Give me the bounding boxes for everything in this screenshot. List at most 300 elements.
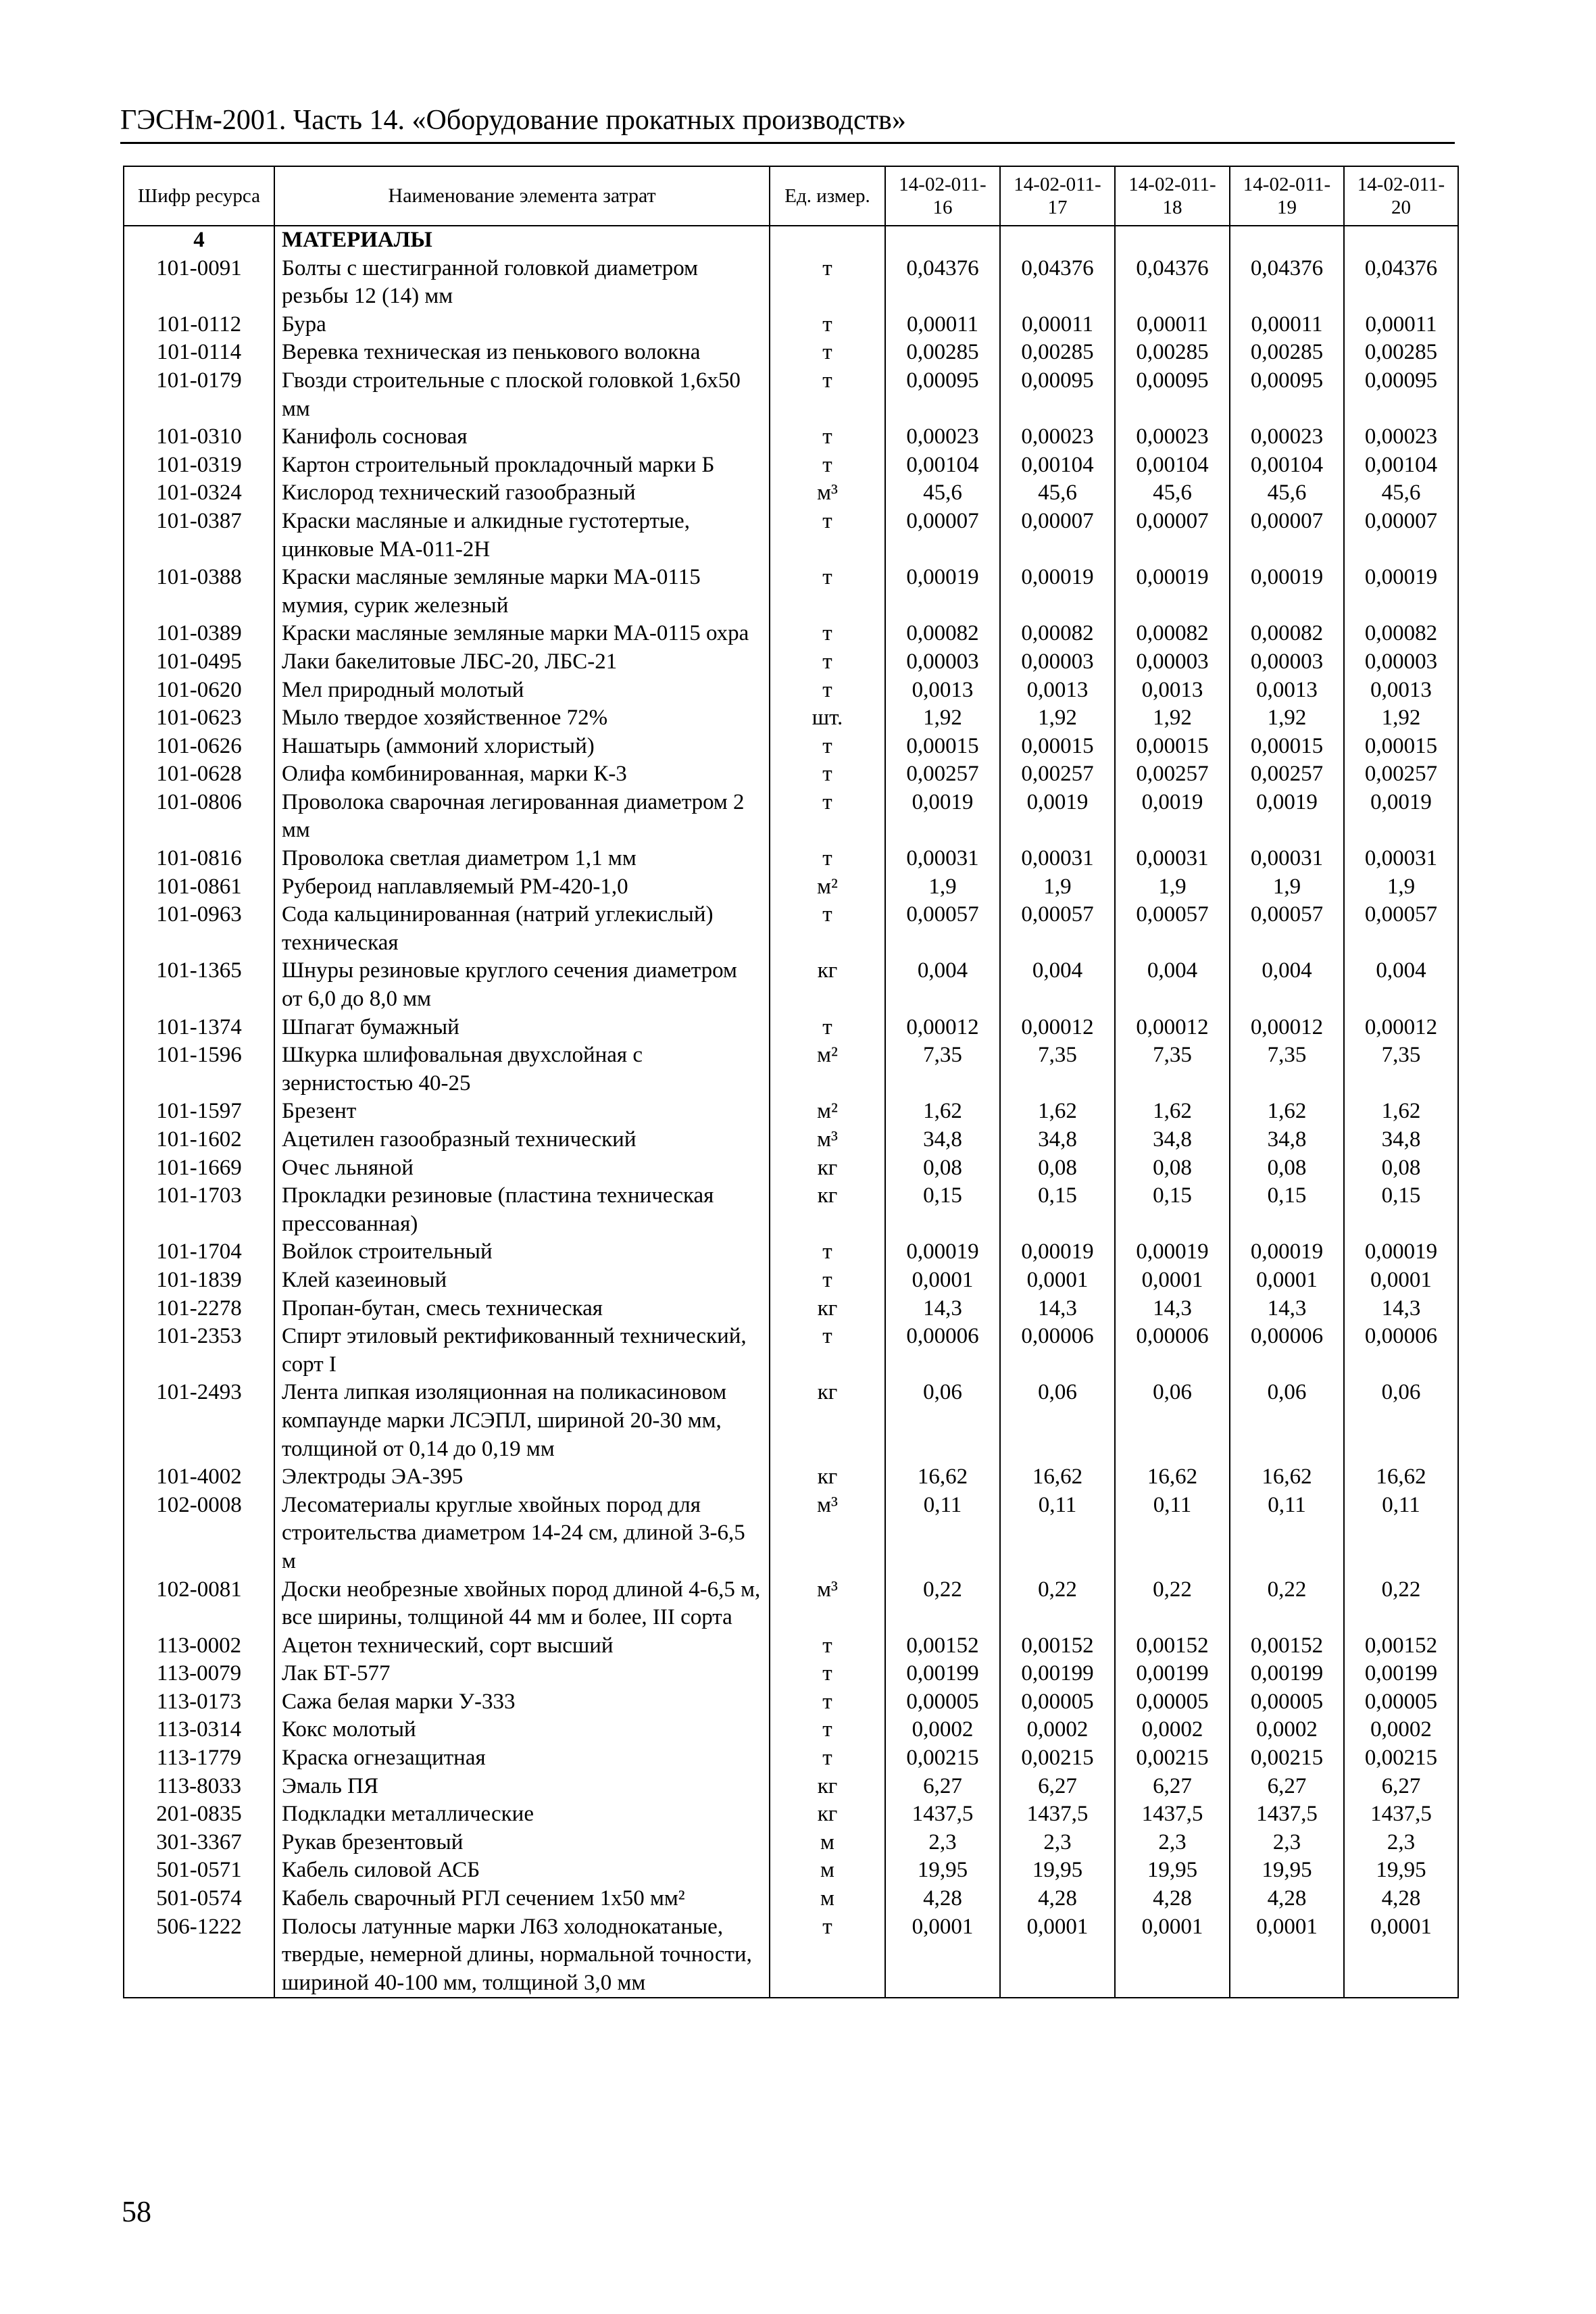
quantity-cell: 0,00152 [885, 1632, 1000, 1660]
table-row [124, 901, 1458, 957]
resource-name-cell: Мел природный молотый [274, 676, 770, 705]
quantity-cell: 0,0019 [1344, 789, 1458, 845]
resource-code-cell: 101-2353 [124, 1323, 274, 1379]
unit-cell: т [770, 1913, 885, 1998]
unit-cell: т [770, 1323, 885, 1379]
quantity-cell: 0,00285 [1115, 339, 1230, 367]
quantity-cell: 0,00019 [1230, 1238, 1344, 1266]
quantity-cell: 34,8 [1344, 1126, 1458, 1154]
table-row [124, 311, 1458, 339]
quantity-cell: 0,00082 [1230, 620, 1344, 648]
quantity-cell: 0,06 [885, 1379, 1000, 1463]
quantity-cell: 0,00031 [1344, 845, 1458, 873]
resource-name-cell: Олифа комбинированная, марки К-3 [274, 760, 770, 789]
quantity-cell: 0,11 [885, 1492, 1000, 1576]
resource-name-cell: Проволока сварочная легированная диаметром 2 мм [274, 789, 770, 845]
quantity-cell: 0,00011 [1000, 311, 1115, 339]
table-row [124, 1266, 1458, 1295]
resource-name-cell: Эмаль ПЯ [274, 1773, 770, 1801]
quantity-cell: 0,00015 [885, 733, 1000, 761]
table-row [124, 648, 1458, 676]
quantity-cell: 0,0002 [1230, 1716, 1344, 1744]
resource-code-cell: 101-0319 [124, 451, 274, 480]
quantity-cell: 0,00057 [1344, 901, 1458, 957]
col-header-name: Наименование элемента затрат [274, 166, 770, 226]
quantity-cell: 0,00199 [1115, 1660, 1230, 1688]
quantity-cell: 34,8 [1230, 1126, 1344, 1154]
unit-cell: м³ [770, 1492, 885, 1576]
quantity-cell: 0,0002 [1344, 1716, 1458, 1744]
resource-name-cell: Шпагат бумажный [274, 1014, 770, 1042]
resource-code-cell: 501-0574 [124, 1885, 274, 1913]
table-row [124, 367, 1458, 423]
quantity-cell: 0,15 [885, 1182, 1000, 1238]
quantity-cell: 1,92 [885, 704, 1000, 733]
table-row [124, 733, 1458, 761]
table-row [124, 1154, 1458, 1183]
unit-cell: м³ [770, 1576, 885, 1632]
unit-cell: т [770, 676, 885, 705]
quantity-cell: 0,0001 [885, 1266, 1000, 1295]
resource-code-cell: 101-0389 [124, 620, 274, 648]
quantity-cell: 0,00007 [1230, 508, 1344, 564]
resource-name-cell: Картон строительный прокладочный марки Б [274, 451, 770, 480]
quantity-cell: 0,00257 [1230, 760, 1344, 789]
resource-name-cell: Доски необрезные хвойных пород длиной 4-6,5 м, все ширины, толщиной 44 мм и более, III сорта [274, 1576, 770, 1632]
quantity-cell: 6,27 [1115, 1773, 1230, 1801]
quantity-cell: 14,3 [1000, 1295, 1115, 1323]
unit-cell: т [770, 1744, 885, 1773]
quantity-cell: 0,0013 [885, 676, 1000, 705]
quantity-cell: 1,9 [885, 873, 1000, 902]
table-row [124, 1773, 1458, 1801]
resource-code-cell: 101-0495 [124, 648, 274, 676]
quantity-cell: 2,3 [1230, 1829, 1344, 1857]
table-row [124, 789, 1458, 845]
quantity-cell: 0,11 [1115, 1492, 1230, 1576]
quantity-cell: 4,28 [885, 1885, 1000, 1913]
quantity-cell: 0,00031 [885, 845, 1000, 873]
quantity-cell: 0,0019 [1115, 789, 1230, 845]
quantity-cell: 1437,5 [885, 1800, 1000, 1829]
quantity-cell: 4,28 [1230, 1885, 1344, 1913]
quantity-cell: 0,11 [1230, 1492, 1344, 1576]
table-row [124, 1182, 1458, 1238]
quantity-cell: 1,92 [1230, 704, 1344, 733]
resource-name-cell: Войлок строительный [274, 1238, 770, 1266]
unit-cell: кг [770, 1463, 885, 1492]
resource-name-cell: Рукав брезентовый [274, 1829, 770, 1857]
quantity-cell: 0,00012 [1115, 1014, 1230, 1042]
quantity-cell: 0,00011 [1115, 311, 1230, 339]
quantity-cell: 1,62 [1230, 1098, 1344, 1126]
table-row [124, 1323, 1458, 1379]
unit-cell: кг [770, 1182, 885, 1238]
quantity-cell: 0,00082 [1000, 620, 1115, 648]
unit-cell: т [770, 1238, 885, 1266]
quantity-cell: 0,00012 [1344, 1014, 1458, 1042]
quantity-cell: 0,004 [1230, 957, 1344, 1013]
unit-cell: м [770, 1829, 885, 1857]
table-row [124, 1660, 1458, 1688]
resource-name-cell: Лак БТ-577 [274, 1660, 770, 1688]
resource-code-cell: 101-0091 [124, 255, 274, 311]
quantity-cell: 0,00023 [1115, 423, 1230, 451]
quantity-cell: 0,0013 [1344, 676, 1458, 705]
quantity-cell: 0,004 [1115, 957, 1230, 1013]
quantity-cell: 0,06 [1344, 1379, 1458, 1463]
quantity-cell: 2,3 [1000, 1829, 1115, 1857]
table-row [124, 1576, 1458, 1632]
quantity-cell: 1,62 [1115, 1098, 1230, 1126]
quantity-cell: 1,92 [1344, 704, 1458, 733]
resource-name-cell: Очес льняной [274, 1154, 770, 1183]
quantity-cell: 4,28 [1115, 1885, 1230, 1913]
quantity-cell: 14,3 [1230, 1295, 1344, 1323]
unit-cell: т [770, 564, 885, 620]
quantity-cell: 0,0013 [1000, 676, 1115, 705]
quantity-cell: 0,0013 [1115, 676, 1230, 705]
quantity-cell: 0,11 [1000, 1492, 1115, 1576]
quantity-cell: 0,00012 [885, 1014, 1000, 1042]
quantity-cell: 0,00257 [1115, 760, 1230, 789]
resource-code-cell: 101-1703 [124, 1182, 274, 1238]
table-row [124, 760, 1458, 789]
quantity-cell: 6,27 [885, 1773, 1000, 1801]
quantity-cell: 0,00215 [1000, 1744, 1115, 1773]
resource-code-cell: 113-0002 [124, 1632, 274, 1660]
table-row [124, 1744, 1458, 1773]
resource-code-cell: 301-3367 [124, 1829, 274, 1857]
quantity-cell: 0,004 [1000, 957, 1115, 1013]
table-row [124, 1463, 1458, 1492]
quantity-cell: 1,9 [1344, 873, 1458, 902]
page-number: 58 [122, 2195, 151, 2228]
quantity-cell: 0,00031 [1000, 845, 1115, 873]
resource-code-cell: 101-0816 [124, 845, 274, 873]
unit-cell: кг [770, 1295, 885, 1323]
resource-name-cell: Сажа белая марки У-333 [274, 1688, 770, 1717]
table-row [124, 1295, 1458, 1323]
quantity-cell: 0,08 [1000, 1154, 1115, 1183]
unit-cell: кг [770, 1154, 885, 1183]
quantity-cell: 0,0001 [1115, 1913, 1230, 1998]
quantity-cell: 6,27 [1000, 1773, 1115, 1801]
table-row [124, 1885, 1458, 1913]
quantity-cell: 14,3 [1115, 1295, 1230, 1323]
resource-name-cell: Спирт этиловый ректификованный технический, сорт I [274, 1323, 770, 1379]
quantity-cell: 34,8 [1000, 1126, 1115, 1154]
quantity-cell: 45,6 [1344, 479, 1458, 508]
quantity-cell: 0,00019 [1115, 564, 1230, 620]
quantity-cell: 0,0019 [1230, 789, 1344, 845]
resource-code-cell: 102-0081 [124, 1576, 274, 1632]
quantity-cell: 0,00057 [1115, 901, 1230, 957]
resource-name-cell: Брезент [274, 1098, 770, 1126]
table-row [124, 1913, 1458, 1998]
unit-cell: кг [770, 957, 885, 1013]
unit-cell: т [770, 423, 885, 451]
quantity-cell: 0,00019 [885, 1238, 1000, 1266]
unit-cell: м³ [770, 1126, 885, 1154]
quantity-cell: 0,00215 [1344, 1744, 1458, 1773]
quantity-cell: 0,00082 [885, 620, 1000, 648]
quantity-cell: 0,00095 [1000, 367, 1115, 423]
table-row [124, 1492, 1458, 1576]
resource-name-cell: Проволока светлая диаметром 1,1 мм [274, 845, 770, 873]
quantity-cell: 0,00285 [1000, 339, 1115, 367]
unit-cell: т [770, 339, 885, 367]
unit-cell: т [770, 733, 885, 761]
quantity-cell: 0,00005 [1344, 1688, 1458, 1717]
col-header-code: Шифр ресурса [124, 166, 274, 226]
quantity-cell: 45,6 [1115, 479, 1230, 508]
quantity-cell: 0,00095 [885, 367, 1000, 423]
resource-code-cell: 113-0173 [124, 1688, 274, 1717]
quantity-cell: 0,08 [1115, 1154, 1230, 1183]
quantity-cell: 0,00285 [1230, 339, 1344, 367]
quantity-cell: 0,22 [885, 1576, 1000, 1632]
quantity-cell: 0,0002 [1115, 1716, 1230, 1744]
quantity-cell: 0,00285 [885, 339, 1000, 367]
quantity-cell: 7,35 [1000, 1041, 1115, 1098]
resource-name-cell: Кислород технический газообразный [274, 479, 770, 508]
table-row [124, 479, 1458, 508]
resource-code-cell: 101-1839 [124, 1266, 274, 1295]
table-row [124, 508, 1458, 564]
resource-name-cell: Бура [274, 311, 770, 339]
quantity-cell: 0,00057 [1230, 901, 1344, 957]
quantity-cell: 0,22 [1000, 1576, 1115, 1632]
quantity-cell: 0,00011 [885, 311, 1000, 339]
unit-cell: т [770, 648, 885, 676]
resource-code-cell: 101-1669 [124, 1154, 274, 1183]
resource-name-cell: Веревка техническая из пенькового волокна [274, 339, 770, 367]
unit-cell: т [770, 1632, 885, 1660]
quantity-cell: 1,62 [1000, 1098, 1115, 1126]
table-row [124, 564, 1458, 620]
quantity-cell: 19,95 [1000, 1856, 1115, 1885]
quantity-cell: 0,22 [1230, 1576, 1344, 1632]
quantity-cell: 0,00215 [1230, 1744, 1344, 1773]
quantity-cell: 0,00082 [1344, 620, 1458, 648]
quantity-cell: 1,92 [1000, 704, 1115, 733]
quantity-cell: 0,00023 [1000, 423, 1115, 451]
unit-cell: т [770, 789, 885, 845]
page-header-title: ГЭСНм-2001. Часть 14. «Оборудование прокатных производств» [120, 105, 906, 136]
quantity-cell [885, 226, 1000, 255]
quantity-cell: 7,35 [1115, 1041, 1230, 1098]
quantity-cell: 0,00031 [1115, 845, 1230, 873]
unit-cell: т [770, 1014, 885, 1042]
table-row [124, 1098, 1458, 1126]
quantity-cell: 0,0019 [885, 789, 1000, 845]
resource-code-cell: 506-1222 [124, 1913, 274, 1998]
resource-code-cell: 201-0835 [124, 1800, 274, 1829]
quantity-cell: 1437,5 [1230, 1800, 1344, 1829]
quantity-cell: 34,8 [885, 1126, 1000, 1154]
resource-name-cell: Ацетон технический, сорт высший [274, 1632, 770, 1660]
quantity-cell: 34,8 [1115, 1126, 1230, 1154]
resource-name-cell: Шнуры резиновые круглого сечения диаметром от 6,0 до 8,0 мм [274, 957, 770, 1013]
unit-cell: кг [770, 1800, 885, 1829]
quantity-cell: 0,04376 [1115, 255, 1230, 311]
resource-code-cell: 4 [124, 226, 274, 255]
table-row [124, 339, 1458, 367]
unit-cell: м² [770, 1041, 885, 1098]
quantity-cell: 0,08 [885, 1154, 1000, 1183]
quantity-cell: 0,00104 [1115, 451, 1230, 480]
quantity-cell: 0,00104 [1000, 451, 1115, 480]
quantity-cell: 0,0001 [1344, 1266, 1458, 1295]
table-row [124, 1014, 1458, 1042]
quantity-cell: 0,0001 [1230, 1266, 1344, 1295]
resource-name-cell: Мыло твердое хозяйственное 72% [274, 704, 770, 733]
resource-code-cell: 102-0008 [124, 1492, 274, 1576]
quantity-cell [1000, 226, 1115, 255]
resource-name-cell: Полосы латунные марки Л63 холоднокатаные, твердые, немерной длины, нормальной точности, шириной 40-100 мм, толщиной 3,0 мм [274, 1913, 770, 1998]
quantity-cell: 0,15 [1344, 1182, 1458, 1238]
table-row [124, 1856, 1458, 1885]
col-header-011-17: 14-02-011-17 [1000, 166, 1115, 226]
resource-name-cell: Краски масляные земляные марки МА-0115 охра [274, 620, 770, 648]
quantity-cell: 45,6 [885, 479, 1000, 508]
quantity-cell: 0,06 [1115, 1379, 1230, 1463]
quantity-cell: 0,00104 [1344, 451, 1458, 480]
table-row [124, 1829, 1458, 1857]
quantity-cell: 0,00095 [1115, 367, 1230, 423]
quantity-cell: 0,04376 [1000, 255, 1115, 311]
unit-cell: кг [770, 1379, 885, 1463]
quantity-cell: 0,00003 [1115, 648, 1230, 676]
quantity-cell: 0,00152 [1344, 1632, 1458, 1660]
quantity-cell: 0,00152 [1115, 1632, 1230, 1660]
quantity-cell: 2,3 [1115, 1829, 1230, 1857]
resource-name-cell: Прокладки резиновые (пластина техническая прессованная) [274, 1182, 770, 1238]
quantity-cell: 45,6 [1230, 479, 1344, 508]
quantity-cell: 1,62 [1344, 1098, 1458, 1126]
section-row [124, 226, 1458, 255]
quantity-cell: 2,3 [885, 1829, 1000, 1857]
quantity-cell [1230, 226, 1344, 255]
quantity-cell: 0,00012 [1230, 1014, 1344, 1042]
quantity-cell: 0,06 [1230, 1379, 1344, 1463]
resource-code-cell: 101-0324 [124, 479, 274, 508]
quantity-cell: 1,62 [885, 1098, 1000, 1126]
table-body [124, 226, 1458, 1998]
quantity-cell: 0,00057 [1000, 901, 1115, 957]
quantity-cell: 0,00019 [885, 564, 1000, 620]
resource-name-cell: Подкладки металлические [274, 1800, 770, 1829]
quantity-cell: 1437,5 [1000, 1800, 1115, 1829]
resource-code-cell: 501-0571 [124, 1856, 274, 1885]
col-header-011-18: 14-02-011-18 [1115, 166, 1230, 226]
col-header-011-19: 14-02-011-19 [1230, 166, 1344, 226]
quantity-cell: 0,0013 [1230, 676, 1344, 705]
quantity-cell: 0,00082 [1115, 620, 1230, 648]
resource-code-cell: 101-0806 [124, 789, 274, 845]
unit-cell: т [770, 255, 885, 311]
quantity-cell: 0,15 [1115, 1182, 1230, 1238]
table-row [124, 255, 1458, 311]
resource-code-cell: 113-0314 [124, 1716, 274, 1744]
resource-code-cell: 113-8033 [124, 1773, 274, 1801]
quantity-cell: 0,00023 [1230, 423, 1344, 451]
resource-code-cell: 101-4002 [124, 1463, 274, 1492]
resource-code-cell: 101-0861 [124, 873, 274, 902]
quantity-cell: 0,00006 [1344, 1323, 1458, 1379]
quantity-cell: 0,00152 [1000, 1632, 1115, 1660]
unit-cell: т [770, 367, 885, 423]
resource-name-cell: Сода кальцинированная (натрий углекислый) техническая [274, 901, 770, 957]
quantity-cell: 0,0001 [1344, 1913, 1458, 1998]
quantity-cell: 0,00257 [885, 760, 1000, 789]
quantity-cell: 0,00003 [1344, 648, 1458, 676]
resource-name-cell: Клей казеиновый [274, 1266, 770, 1295]
quantity-cell: 0,00257 [1344, 760, 1458, 789]
quantity-cell: 1437,5 [1115, 1800, 1230, 1829]
quantity-cell: 0,22 [1344, 1576, 1458, 1632]
resource-code-cell: 101-0388 [124, 564, 274, 620]
quantity-cell: 0,00007 [885, 508, 1000, 564]
quantity-cell: 0,0001 [1000, 1266, 1115, 1295]
quantity-cell: 0,00057 [885, 901, 1000, 957]
resource-code-cell: 101-0626 [124, 733, 274, 761]
unit-cell: т [770, 1660, 885, 1688]
quantity-cell: 0,00006 [885, 1323, 1000, 1379]
quantity-cell: 0,00005 [1000, 1688, 1115, 1717]
quantity-cell: 0,00152 [1230, 1632, 1344, 1660]
quantity-cell: 0,00199 [1000, 1660, 1115, 1688]
table-row [124, 1800, 1458, 1829]
resource-name-cell: Пропан-бутан, смесь техническая [274, 1295, 770, 1323]
unit-cell: кг [770, 1773, 885, 1801]
quantity-cell: 7,35 [1344, 1041, 1458, 1098]
quantity-cell: 0,00015 [1344, 733, 1458, 761]
table-row [124, 704, 1458, 733]
resource-name-cell: Кокс молотый [274, 1716, 770, 1744]
resource-name-cell: Ацетилен газообразный технический [274, 1126, 770, 1154]
quantity-cell: 0,00019 [1344, 564, 1458, 620]
unit-cell: м³ [770, 479, 885, 508]
resource-code-cell: 101-1602 [124, 1126, 274, 1154]
unit-cell: т [770, 311, 885, 339]
table-row [124, 620, 1458, 648]
quantity-cell: 2,3 [1344, 1829, 1458, 1857]
resource-name-cell: Краски масляные и алкидные густотертые, цинковые МА-011-2Н [274, 508, 770, 564]
quantity-cell: 19,95 [885, 1856, 1000, 1885]
quantity-cell: 0,0002 [885, 1716, 1000, 1744]
quantity-cell: 0,00257 [1000, 760, 1115, 789]
resource-code-cell: 101-0628 [124, 760, 274, 789]
quantity-cell: 0,00285 [1344, 339, 1458, 367]
quantity-cell: 0,00215 [885, 1744, 1000, 1773]
quantity-cell: 0,0001 [1115, 1266, 1230, 1295]
resource-code-cell: 101-0623 [124, 704, 274, 733]
quantity-cell: 0,00003 [1230, 648, 1344, 676]
quantity-cell: 6,27 [1344, 1773, 1458, 1801]
quantity-cell: 16,62 [1115, 1463, 1230, 1492]
table-row [124, 1688, 1458, 1717]
quantity-cell: 0,00011 [1230, 311, 1344, 339]
unit-cell: т [770, 901, 885, 957]
unit-cell: м [770, 1856, 885, 1885]
resource-code-cell: 101-1374 [124, 1014, 274, 1042]
resource-name-cell: Краски масляные земляные марки МА-0115 мумия, сурик железный [274, 564, 770, 620]
table-row [124, 451, 1458, 480]
resource-code-cell: 101-0114 [124, 339, 274, 367]
quantity-cell: 16,62 [1344, 1463, 1458, 1492]
